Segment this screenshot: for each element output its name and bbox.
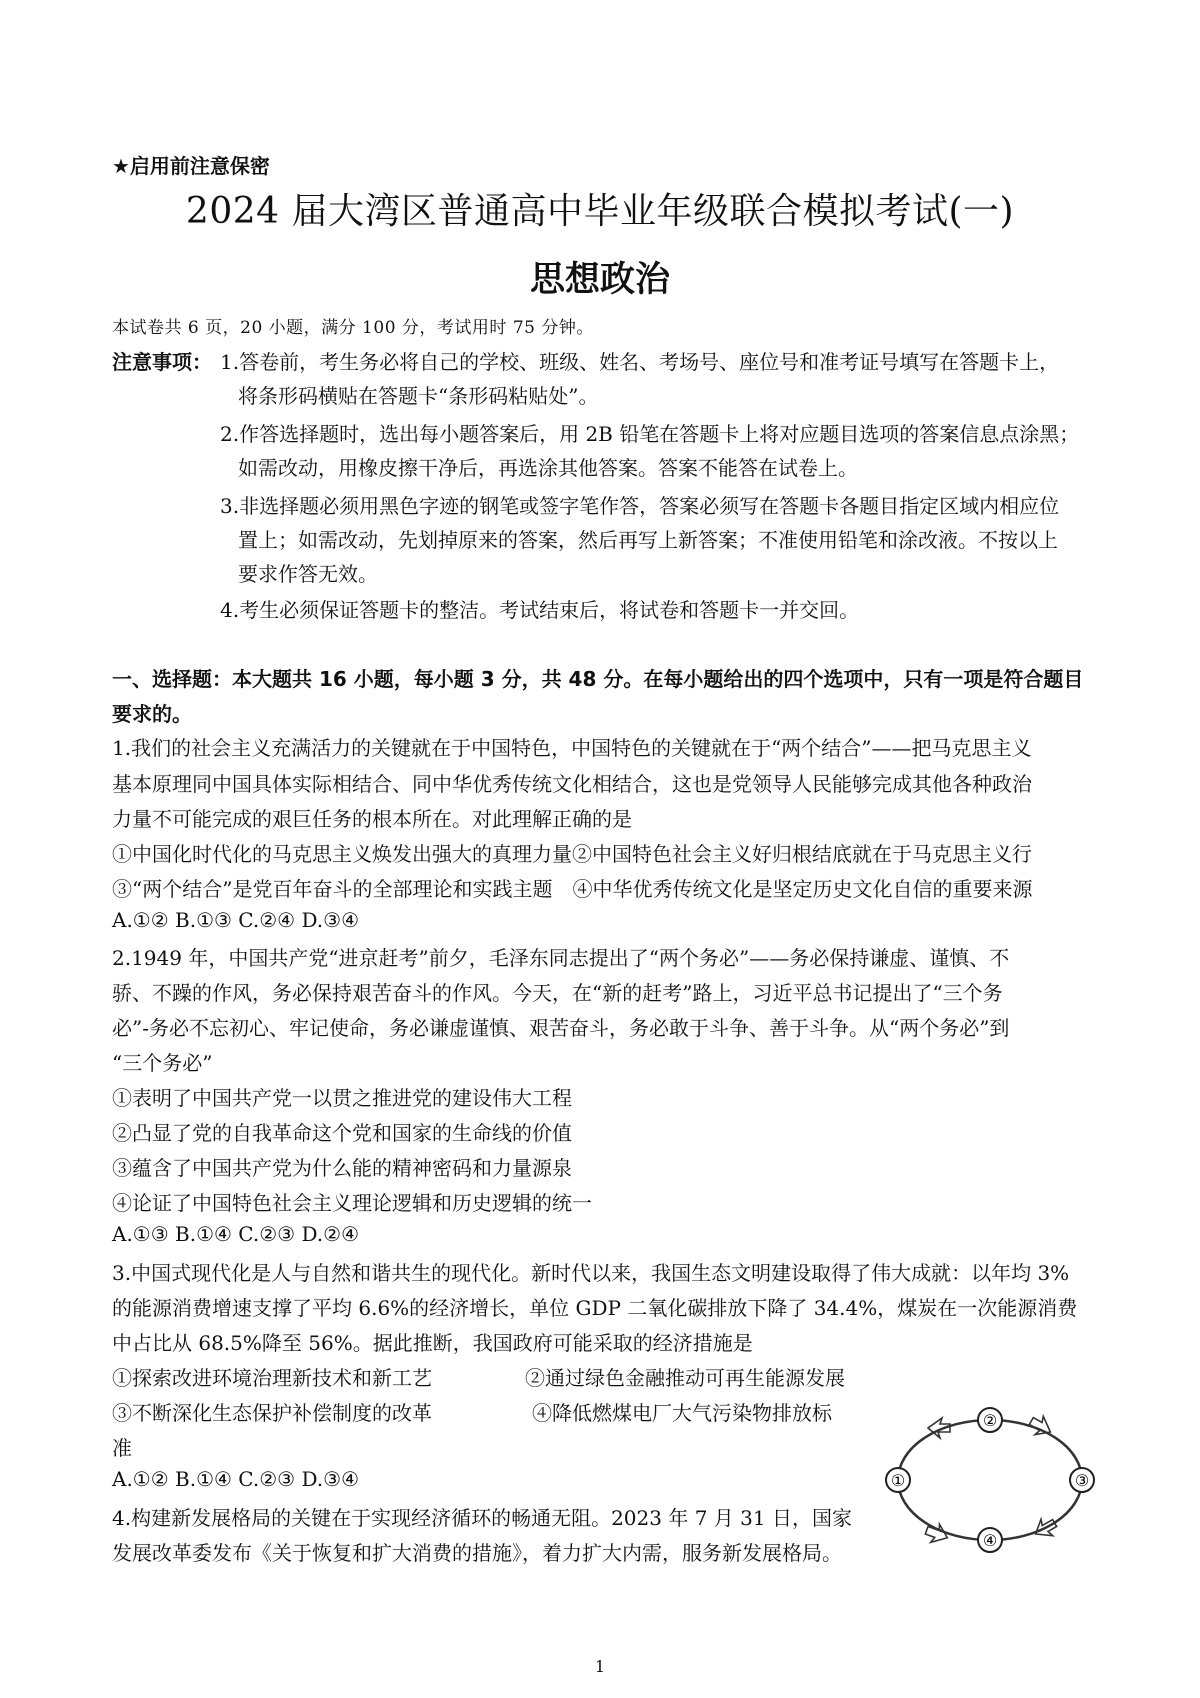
notice-line: 置上；如需改动，先划掉原来的答案，然后再写上新答案；不准使用铅笔和涂改液。不按以上 bbox=[238, 528, 1058, 552]
cycle-node-3 bbox=[1070, 1468, 1094, 1492]
question-3-line: 3.中国式现代化是人与自然和谐共生的现代化。新时代以来，我国生态文明建设取得了伟大成就：以年均 3% bbox=[112, 1261, 1070, 1285]
question-2-answers: A.①③ B.①④ C.②③ D.②④ bbox=[112, 1222, 359, 1246]
question-3-option: ①探索改进环境治理新技术和新工艺 bbox=[112, 1366, 432, 1390]
exam-title: 2024 届大湾区普通高中毕业年级联合模拟考试(一) bbox=[185, 191, 1015, 232]
exam-info: 本试卷共 6 页，20 小题，满分 100 分，考试用时 75 分钟。 bbox=[112, 318, 594, 338]
question-2-line: 2.1949 年，中国共产党“进京赶考”前夕，毛泽东同志提出了“两个务必”——务必保持谦虚、谨慎、不 bbox=[112, 946, 1010, 970]
question-3-option: ④降低燃煤电厂大气污染物排放标 bbox=[532, 1401, 832, 1425]
question-4-line: 4.构建新发展格局的关键在于实现经济循环的畅通无阻。2023 年 7 月 31 日，国家 bbox=[112, 1506, 852, 1530]
question-1-option: ③“两个结合”是党百年奋斗的全部理论和实践主题 ④中华优秀传统文化是坚定历史文化自信的重要来源 bbox=[112, 877, 1033, 901]
question-2-option: ③蕴含了中国共产党为什么能的精神密码和力量源泉 bbox=[112, 1156, 572, 1180]
question-1-line: 力量不可能完成的艰巨任务的根本所在。对此理解正确的是 bbox=[112, 807, 632, 831]
cycle-node-label: ② bbox=[982, 1411, 998, 1430]
subject-title: 思想政治 bbox=[529, 260, 670, 300]
question-2-line: 骄、不躁的作风，务必保持艰苦奋斗的作风。今天，在“新的赶考”路上，习近平总书记提出了“三个务 bbox=[112, 981, 1003, 1005]
question-3-option: ②通过绿色金融推动可再生能源发展 bbox=[525, 1366, 845, 1390]
question-3-option-wrap: 准 bbox=[112, 1436, 132, 1460]
cycle-node-4 bbox=[978, 1528, 1002, 1552]
question-1-line: 1.我们的社会主义充满活力的关键就在于中国特色，中国特色的关键就在于“两个结合”——把马克思主义 bbox=[112, 736, 1032, 760]
notice-line: 将条形码横贴在答题卡“条形码粘贴处”。 bbox=[238, 384, 599, 408]
question-2-option: ④论证了中国特色社会主义理论逻辑和历史逻辑的统一 bbox=[112, 1191, 592, 1215]
cycle-node-2 bbox=[978, 1408, 1002, 1432]
cycle-node-label: ③ bbox=[1074, 1471, 1090, 1490]
question-2-option: ②凸显了党的自我革命这个党和国家的生命线的价值 bbox=[112, 1121, 572, 1145]
confidential-notice: ★启用前注意保密 bbox=[112, 154, 270, 178]
notice-line: 2.作答选择题时，选出每小题答案后，用 2B 铅笔在答题卡上将对应题目选项的答案信息点涂黑； bbox=[220, 422, 1080, 446]
question-3-option: ③不断深化生态保护补偿制度的改革 bbox=[112, 1401, 432, 1425]
question-2-option: ①表明了中国共产党一以贯之推进党的建设伟大工程 bbox=[112, 1086, 572, 1110]
section-heading: 一、选择题：本大题共 16 小题，每小题 3 分，共 48 分。在每小题给出的四个选项中，只有一项是符合题目 bbox=[112, 667, 1084, 691]
question-1-answers: A.①② B.①③ C.②④ D.③④ bbox=[112, 908, 359, 932]
question-3-answers: A.①② B.①④ C.②③ D.③④ bbox=[112, 1467, 359, 1491]
cycle-node-1 bbox=[886, 1468, 910, 1492]
question-3-line: 的能源消费增速支撑了平均 6.6%的经济增长，单位 GDP 二氧化碳排放下降了 34.4%，煤炭在一次能源消费 bbox=[112, 1296, 1078, 1320]
notice-line: 要求作答无效。 bbox=[238, 562, 378, 586]
notice-label: 注意事项： bbox=[112, 350, 212, 374]
notice-line: 如需改动，用橡皮擦干净后，再选涂其他答案。答案不能答在试卷上。 bbox=[238, 456, 858, 480]
page-number: 1 bbox=[594, 1657, 606, 1676]
question-1-option: ①中国化时代化的马克思主义焕发出强大的真理力量②中国特色社会主义好归根结底就在于马克思主义行 bbox=[112, 842, 1032, 866]
notice-line: 3.非选择题必须用黑色字迹的钢笔或签字笔作答，答案必须写在答题卡各题目指定区域内相应位 bbox=[220, 494, 1060, 518]
question-2-line: 必”-务必不忘初心、牢记使命，务必谦虚谨慎、艰苦奋斗，务必敢于斗争、善于斗争。从“两个务必”到 bbox=[112, 1016, 1010, 1040]
cycle-node-label: ① bbox=[890, 1471, 906, 1490]
question-3-line: 中占比从 68.5%降至 56%。据此推断，我国政府可能采取的经济措施是 bbox=[112, 1331, 753, 1355]
notice-line: 1.答卷前，考生务必将自己的学校、班级、姓名、考场号、座位号和准考证号填写在答题卡上， bbox=[220, 350, 1060, 374]
question-4-line: 发展改革委发布《关于恢复和扩大消费的措施》，着力扩大内需，服务新发展格局。 bbox=[112, 1541, 842, 1565]
cycle-node-label: ④ bbox=[982, 1531, 998, 1550]
section-heading: 要求的。 bbox=[112, 702, 192, 726]
economic-cycle-diagram bbox=[880, 1400, 1096, 1560]
question-1-line: 基本原理同中国具体实际相结合、同中华优秀传统文化相结合，这也是党领导人民能够完成其他各种政治 bbox=[112, 772, 1032, 796]
notice-line: 4.考生必须保证答题卡的整洁。考试结束后，将试卷和答题卡一并交回。 bbox=[220, 598, 860, 622]
question-2-line: “三个务必” bbox=[112, 1051, 213, 1075]
